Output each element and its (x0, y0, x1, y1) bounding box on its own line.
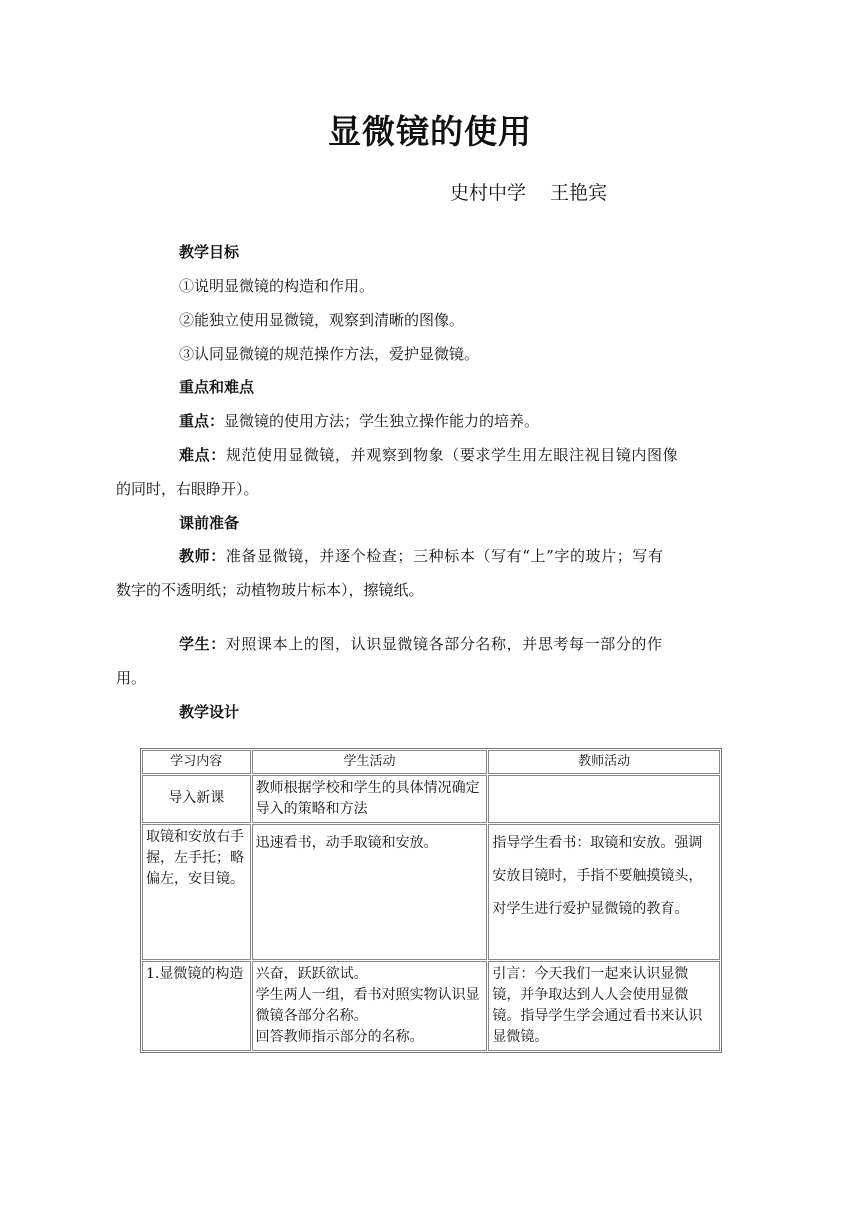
table-row (142, 824, 720, 960)
difficult-text: 规范使用显微镜，并观察到物象（要求学生用左眼注视目镜内图像 (225, 446, 679, 464)
key-points-heading: 重点和难点 (179, 378, 255, 396)
author-school: 史村中学 (450, 182, 527, 204)
lesson-design-table (140, 748, 722, 1053)
key-label: 重点： (179, 412, 225, 430)
cell-teacher (488, 775, 720, 823)
difficult-point (179, 445, 678, 465)
table-row (142, 961, 720, 1051)
cell-content: 导入新课 (142, 775, 251, 823)
author-name: 王艳宾 (550, 182, 608, 204)
page-title: 显微镜的使用 (328, 112, 532, 151)
student-prep-cont: 用。 (116, 669, 147, 687)
teacher-prep-cont: 数字的不透明纸；动植物玻片标本），擦镜纸。 (116, 581, 424, 599)
design-heading: 教学设计 (179, 703, 240, 721)
student-label: 学生： (179, 635, 226, 653)
teacher-label: 教师： (179, 547, 226, 565)
cell-teacher: 指导学生看书：取镜和安放。强调安放目镜时，手指不要触摸镜头，对学生进行爱护显微镜的教育。 (488, 824, 720, 960)
objective-item: ①说明显微镜的构造和作用。 (179, 277, 375, 295)
cell-content: 1.显微镜的构造 (142, 961, 251, 1051)
header-student: 学生活动 (252, 750, 488, 774)
student-activity-line: 兴奋，跃跃欲试。 (255, 966, 368, 982)
objectives-heading: 教学目标 (179, 243, 240, 261)
author-line (450, 178, 607, 205)
objective-item: ③认同显微镜的规范操作方法，爱护显微镜。 (179, 345, 480, 363)
header-content: 学习内容 (142, 750, 251, 774)
table-header-row (142, 750, 720, 774)
cell-student (252, 961, 488, 1051)
student-activity-line: 学生两人一组，看书对照实物认识显微镜各部分名称。 (255, 987, 480, 1024)
cell-teacher: 引言：今天我们一起来认识显微镜，并争取达到人人会使用显微镜。指导学生学会通过看书来认识显微镜。 (488, 961, 720, 1051)
teacher-prep (179, 546, 664, 566)
difficult-label: 难点： (179, 446, 226, 464)
preparation-heading: 课前准备 (179, 514, 240, 532)
objective-item: ②能独立使用显微镜，观察到清晰的图像。 (179, 311, 465, 329)
key-text: 显微镜的使用方法；学生独立操作能力的培养。 (224, 412, 540, 430)
difficult-text-cont: 的同时，右眼睁开）。 (116, 480, 259, 498)
cell-content: 取镜和安放右手握，左手托；略偏左，安目镜。 (142, 824, 251, 960)
student-prep-text: 对照课本上的图，认识显微镜各部分名称，并思考每一部分的作 (225, 635, 663, 653)
cell-student: 教师根据学校和学生的具体情况确定导入的策略和方法 (252, 775, 488, 823)
key-point (179, 411, 539, 431)
header-teacher: 教师活动 (488, 750, 720, 774)
cell-student: 迅速看书，动手取镜和安放。 (252, 824, 488, 960)
student-prep (179, 634, 663, 654)
table-row (142, 775, 720, 823)
teacher-prep-text: 准备显微镜，并逐个检查；三种标本（写有“上”字的玻片；写有 (225, 547, 664, 565)
student-activity-line: 回答教师指示部分的名称。 (255, 1029, 424, 1045)
